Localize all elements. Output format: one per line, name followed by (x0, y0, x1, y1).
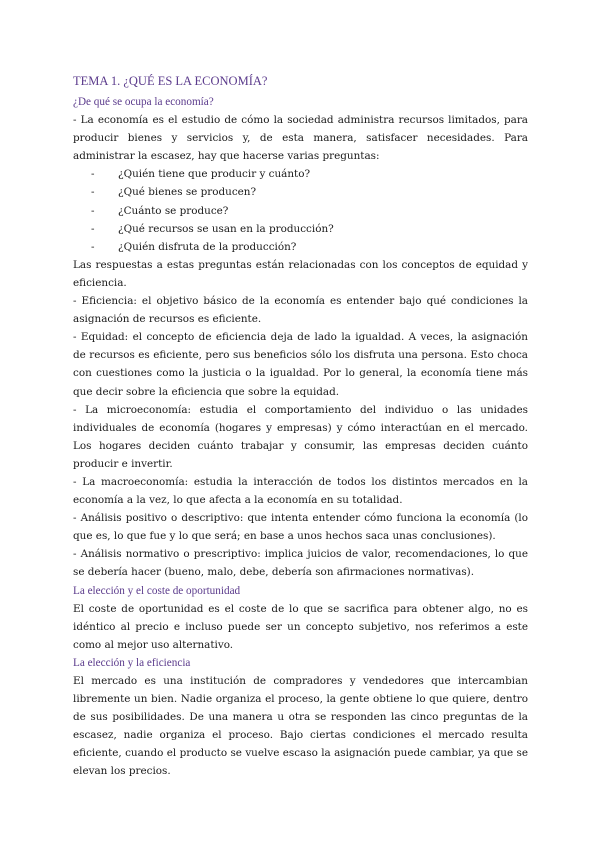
section-heading-ocupa: ¿De qué se ocupa la economía? (73, 96, 214, 108)
document-body (73, 70, 528, 781)
paragraph-macroeconomia: - La macroeconomía: estudia la interacción de todos los distintos mercados en la economía a la vez, lo que afecta a la economía en su totalidad. (73, 475, 528, 507)
paragraph-coste-oportunidad: El coste de oportunidad es el coste de lo que se sacrifica para obtener algo, no es idéntico al precio e incluso puede ser un concepto subjetivo, nos referimos a este como al mejor uso alternativo. (73, 602, 528, 651)
intro-paragraph: - La economía es el estudio de cómo la sociedad administra recursos limitados, para producir bienes y servicios y, de esta manera, satisfacer necesidades. Para administrar la escasez, hay que hacerse varias preguntas: (73, 114, 528, 163)
questions-list (73, 165, 528, 255)
paragraph-mercado: El mercado es una institución de compradores y vendedores que intercambian libremente un bien. Nadie organiza el proceso, la gente obtiene lo que quiere, dentro de sus posibilidades. De una manera u otra se responden las cinco preguntas de la escasez, nadie organiza el proceso. Bajo ciertas condiciones el mercado resulta eficiente, cuando el producto se vuelve escaso la asignación puede cambiar, ya que se elevan los precios. (73, 675, 528, 778)
paragraph-analisis-normativo: - Análisis normativo o prescriptivo: implica juicios de valor, recomendaciones, lo que se debería hacer (bueno, malo, debe, debería son afirmaciones normativas). (73, 548, 528, 579)
paragraph-microeconomia: - La microeconomía: estudia el comportamiento del individuo o las unidades individuales de economía (hogares y empresas) y cómo interactúan en el mercado. Los hogares deciden cuánto trabajar y consumir, las empresas deciden cuánto producir e invertir. (73, 403, 528, 470)
paragraph-eficiencia: - Eficiencia: el objetivo básico de la economía es entender bajo qué condiciones la asignación de recursos es eficiente. (73, 295, 528, 326)
document-title: TEMA 1. ¿QUÉ ES LA ECONOMÍA? (73, 74, 268, 88)
list-item: - ¿Qué bienes se producen? (91, 186, 257, 199)
list-item: - ¿Qué recursos se usan en la producción? (91, 222, 334, 235)
section-heading-coste-oportunidad: La elección y el coste de oportunidad (73, 584, 241, 597)
section-heading-eficiencia: La elección y la eficiencia (73, 656, 191, 669)
paragraph-equidad: - Equidad: el concepto de eficiencia deja de lado la igualdad. A veces, la asignación de recursos es eficiente, pero sus beneficios sólo los disfruta una persona. Esto choca con cuestiones como la justicia o la igualdad. Por lo general, la economía tiene más que decir sobre la eficiencia que sobre la equidad. (73, 331, 528, 398)
paragraph-respuestas: Las respuestas a estas preguntas están relacionadas con los conceptos de equidad y eficiencia. (73, 258, 528, 289)
list-item: - ¿Quién tiene que producir y cuánto? (91, 168, 311, 181)
list-item: - ¿Cuánto se produce? (91, 204, 229, 217)
paragraph-analisis-positivo: - Análisis positivo o descriptivo: que intenta entender cómo funciona la economía (lo que es, lo que fue y lo que será; en base a unos hechos saca unas conclusiones). (73, 512, 528, 543)
list-item: - ¿Quién disfruta de la producción? (91, 240, 297, 253)
